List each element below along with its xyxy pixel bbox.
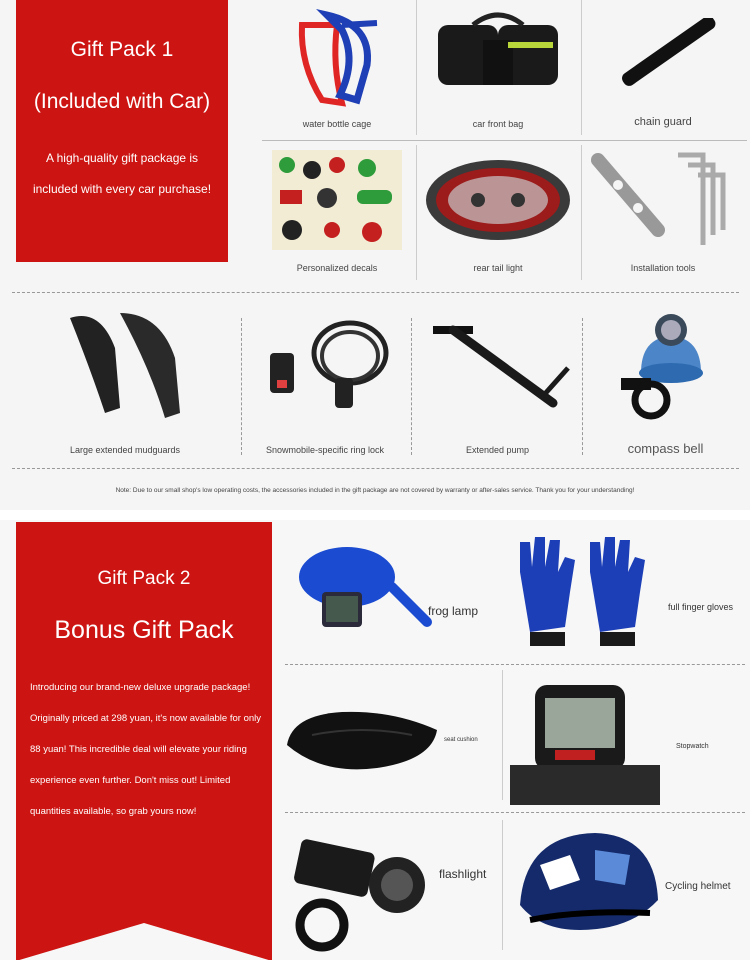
item-label: Stopwatch <box>676 743 709 750</box>
gift-pack-2-section <box>0 520 750 960</box>
item-chain-guard <box>583 0 743 135</box>
seat-cushion-icon <box>282 690 442 780</box>
item-label: rear tail light <box>473 263 523 273</box>
decals-icon <box>272 150 402 250</box>
tools-icon <box>588 150 738 250</box>
item-label: water bottle cage <box>302 119 372 129</box>
bottle-cage-icon <box>282 5 392 110</box>
item-installation-tools <box>583 145 743 280</box>
item-label: Installation tools <box>630 263 696 273</box>
item-compass-bell <box>588 300 743 465</box>
item-flashlight <box>282 820 497 960</box>
item-water-bottle-cage <box>262 0 412 135</box>
tail-light-icon <box>423 155 573 245</box>
item-label: Extended pump <box>465 445 530 455</box>
frog-lamp-icon <box>282 532 432 647</box>
gift-pack-2-banner <box>16 522 272 960</box>
item-car-front-bag <box>418 0 578 135</box>
gift-pack-2-subtitle: Bonus Gift Pack <box>54 616 234 644</box>
gift-pack-1-description: A high-quality gift package is included with every car purchase! <box>32 151 212 196</box>
item-rear-tail-light <box>418 145 578 280</box>
gift-pack-2-description: Introducing our brand-new deluxe upgrade package! Originally priced at 298 yuan, it's now available for only 88 yuan! This incredible deal will elevate your riding experience even further. Don't miss out! Limited quantities available, so grab yours now! <box>30 682 261 817</box>
gloves-icon <box>510 532 660 652</box>
mudguard-icon <box>50 308 200 423</box>
bell-icon <box>611 308 721 423</box>
stopwatch-icon <box>510 680 660 805</box>
item-cycling-helmet <box>510 825 745 955</box>
item-label: Cycling helmet <box>665 881 731 892</box>
gift-pack-1-title: Gift Pack 1 <box>70 38 174 61</box>
gift-pack-1-subtitle: (Included with Car) <box>33 90 211 113</box>
item-frog-lamp <box>282 532 482 652</box>
item-personalized-decals <box>262 145 412 280</box>
ring-lock-icon <box>255 308 395 423</box>
front-bag-icon <box>433 10 563 105</box>
chain-guard-icon <box>603 18 723 98</box>
item-seat-cushion <box>282 670 492 810</box>
item-extended-pump <box>415 300 580 465</box>
gift-pack-1-banner <box>16 0 228 262</box>
item-label: Personalized decals <box>296 263 378 273</box>
item-label: Snowmobile-specific ring lock <box>265 445 385 455</box>
gift-pack-2-title: Gift Pack 2 <box>97 568 191 589</box>
item-label: frog lamp <box>428 604 479 618</box>
item-label: flashlight <box>439 867 487 881</box>
item-stopwatch <box>510 670 745 810</box>
item-ring-lock <box>245 300 405 465</box>
pump-icon <box>423 308 573 423</box>
item-label: Large extended mudguards <box>69 445 181 455</box>
item-label: chain guard <box>634 116 692 128</box>
item-full-finger-gloves <box>510 532 745 657</box>
warranty-note: Note: Due to our small shop's low operating costs, the accessories included in the gift package are not covered by warranty or after-sales service. Thank you for your understanding! <box>115 487 635 494</box>
flashlight-icon <box>282 825 432 955</box>
item-label: full finger gloves <box>668 602 734 612</box>
item-label: car front bag <box>472 119 524 129</box>
helmet-icon <box>510 825 660 950</box>
item-label: seat cushion <box>444 737 478 743</box>
item-label: compass bell <box>627 441 704 456</box>
item-large-extended-mudguards <box>20 300 230 465</box>
